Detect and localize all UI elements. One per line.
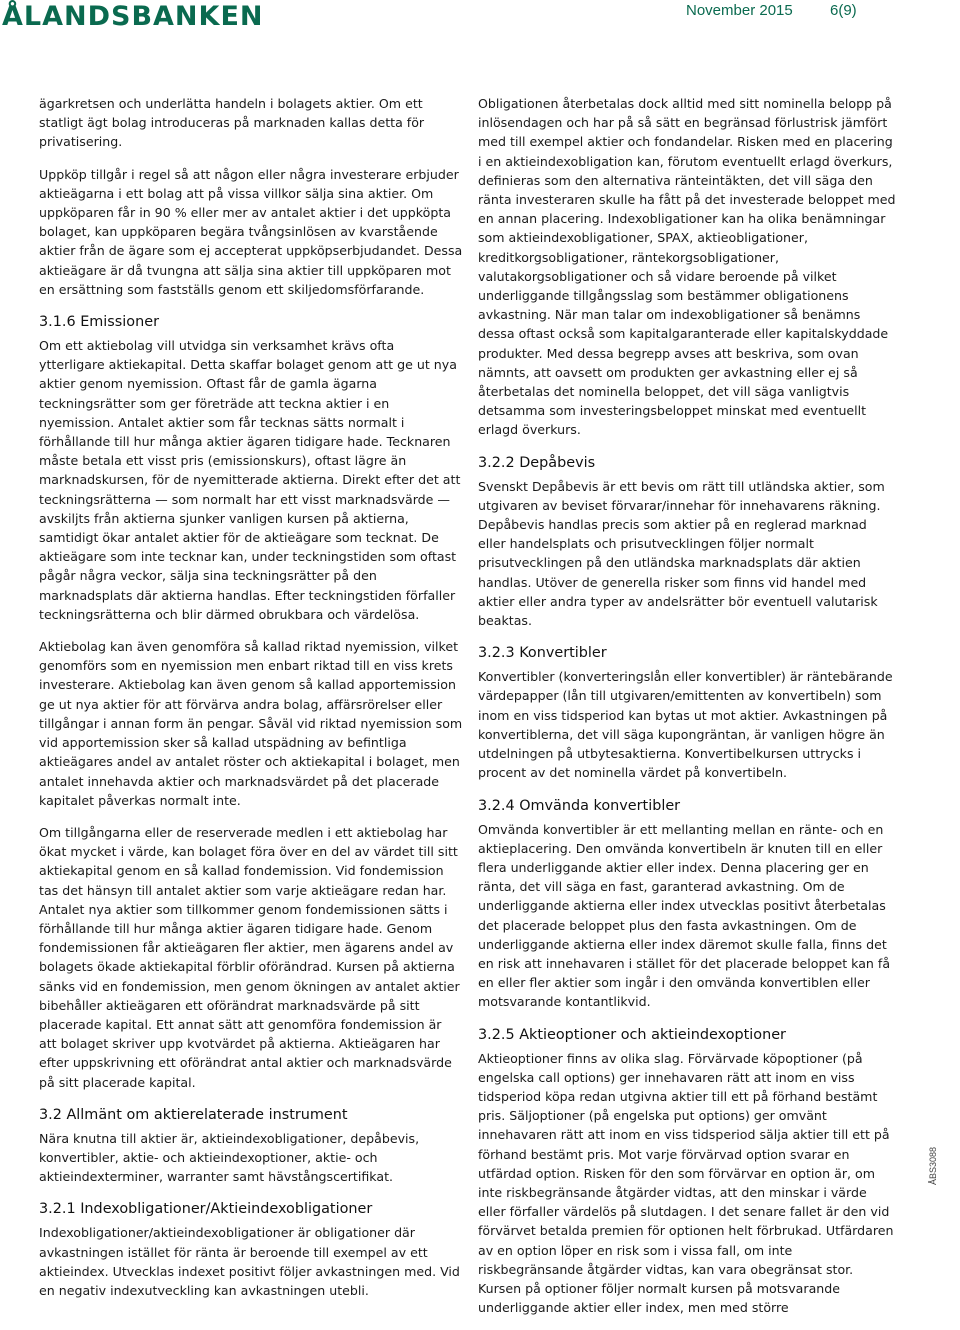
document-date: November 2015 (686, 2, 793, 19)
paragraph: Konvertibler (konverteringslån eller konvertibler) är räntebärande värdepapper (lån till utgivaren/emittenten av konvertibeln) som inom en viss tidsperiod kan bytas ut mot aktier. Avkastningen på konvertiblerna, det vill säga kupongräntan, är vanligen högre än utdelningen på utbytesaktierna. Konvertibelkursen uttrycks i procent av det nominella värdet på konvertibeln. (478, 669, 893, 781)
paragraph: Indexobligationer/aktieindexobligationer är obligationer där avkastningen istället för ränta är beroende till exempel av ett aktieindex. Utvecklas indexet positivt följer avkastningen med. Vid en negativ indexutveckling kan avkastningen utebli. (39, 1225, 460, 1298)
section-heading: 3.1.6 Emissioner (39, 314, 159, 331)
paragraph: Om tillgångarna eller de reserverade medlen i ett aktiebolag har ökat mycket i värde, kan bolaget föra över en del av värdet till sitt aktiekapital genom en så kallad fondemission. Vid fondemission tas det hänsyn till antalet aktier som varje aktieägare redan har. Antalet nya aktier som tillkommer genom fondemissionen sätts i förhållande till hur många aktier ägaren tidigare hade. Genom fondemissionen får aktieägaren fler aktier, men ägarens andel av bolagets ökade aktiekapital förblir oförändrad. Kursen på aktierna sänks vid en fondemission, men genom ökningen av antalet aktier bibehåller aktieägaren ett oförändrat marknadsvärde på sitt placerade kapital. Ett annat sätt att genomföra fondemission är att bolaget skriver upp kvotvärdet på aktierna. Aktieägaren har efter uppskrivning ett oförändrat antal aktier och marknadsvärde på sitt placerade kapital. (39, 824, 460, 1090)
paragraph: Aktieoptioner finns av olika slag. Förvärvade köpoptioner (på engelska call options) ger innehavaren rätt att inom en viss tidsperiod köpa redan utgivna aktier till ett på förhand bestämt pris. Säljoptioner (på engelska put options) ger omvänt innehavaren rätt att inom en viss tidsperiod sälja aktier till ett på förhand bestämt pris. Mot varje förvärvad option svarar en utfärdad option. Risken för den som förvärvar en option är, om inte riskbegränsande åtgärder vidtas, att den minskar i värde eller förfaller värdelös på slutdagen. I det senare fallet är den vid förvärvet betalda premien för optionen helt förbrukad. Utfärdaren av en option löper en risk som i vissa fall, om inte riskbegränsande åtgärder vidtas, kan vara obegränsat stor. Kursen på optioner följer normalt kursen på motsvarande underliggande aktier eller index, men med större (478, 1050, 894, 1316)
paragraph: Uppköp tillgår i regel så att någon eller några investerare erbjuder aktieägarna i ett bolag att på vissa villkor sälja sina aktier. Om uppköparen får in 90 % eller mer av antalet aktier i det uppköpta bolaget, kan uppköparen begära tvångsinlösen av kvarstående aktier från de ägare som ej accepterat uppköpserbjudandet. Dessa aktieägare är då tvungna att sälja sina aktier till uppköparen mot en ersättning som fastställs genom ett skiljedomsförfarande. (39, 166, 463, 297)
paragraph: ägarkretsen och underlätta handeln i bolagets aktier. Om ett statligt ägt bolag introduceras på marknaden kallas detta för privatisering. (39, 96, 425, 150)
section-heading: 3.2 Allmänt om aktierelaterade instrument (39, 1106, 348, 1123)
paragraph: Nära knutna till aktier är, aktieindexobligationer, depåbevis, konvertibler, aktie- och aktieindexoptioner, aktie- och aktieindexterminer, warranter samt hävstångscertifikat. (39, 1130, 420, 1185)
paragraph: Obligationen återbetalas dock alltid med sitt nominella belopp på inlösendagen och har på så sätt en begränsad förlustrisk jämfört med till exempel aktier och fondandelar. Risken med en placering i en aktieindexobligation kan, förutom eventuellt erlagd överkurs, definieras som den alternativa ränteintäkten, det vill säga den ränta investeraren skulle ha fått på det investerade beloppet med en annan placering. Indexobligationer kan ha olika benämningar som aktieindexobligationer, SPAX, aktieobligationer, kreditkorgsobligationer, räntekorgsobligationer, valutakorgsobligationer och så vidare beroende på vilket underliggande tillgångsslag som bestämmer obligationens avkastning. När man talar om indexobligationer så benämns dessa oftast också som kapitalgaranterade eller kapitalskyddade produkter. Med dessa begrepp avses att beskriva, som ovan nämnts, att oavsett om produkten ger avkastning eller ej så återbetalas det nominella beloppet, det vill säga vanligtvis detsamma som investeringsbeloppet minskat med eventuellt erlagd överkurs. (478, 96, 896, 438)
paragraph: Svenskt Depåbevis är ett bevis om rätt till utländska aktier, som utgivaren av beviset förvarar/innehar för innehavarens räkning. Depåbevis handlas precis som aktier på en reglerad marknad eller handelsplats och prisutvecklingen följer normalt prisutvecklingen på den utländska marknadsplats där aktien handlas. Utöver de generella risker som finns vid handel med aktier eller andra typer av andelsrätter bör eventuell valutarisk beaktas. (478, 478, 885, 629)
document-code: ÅBS3088 (928, 1146, 938, 1185)
page-number: 6(9) (830, 2, 857, 19)
right-column (478, 94, 898, 1330)
section-heading: 3.2.3 Konvertibler (478, 645, 607, 662)
alandsbanken-logo: ÅLANDSBANKEN (2, 1, 264, 32)
paragraph: Omvända konvertibler är ett mellanting mellan en ränte- och en aktieplacering. Den omvända konvertibeln är knuten till en eller flera underliggande aktier eller index. Denna placering ger en ränta, det vill säga en fast, garanterad avkastning. Om de underliggande aktierna eller index utvecklas positivt återbetalas det placerade beloppet plus den fasta avkastningen. Om de underliggande aktierna eller index däremot skulle falla, finns det en risk att innehavaren i stället för det placerade beloppet kan få en eller fler aktier som ingår i den omvända konvertiblen eller motsvarande kontantlikvid. (478, 821, 891, 1010)
section-heading: 3.2.1 Indexobligationer/Aktieindexobligationer (39, 1201, 373, 1218)
section-heading: 3.2.2 Depåbevis (478, 454, 596, 471)
paragraph: Aktiebolag kan även genomföra så kallad riktad nyemission, vilket genomförs som en nyemission men enbart riktad till en viss krets investerare. Aktiebolag kan även genom så kallad apportemission ge ut nya aktier för att förvärva andra bolag, affärsrörelser eller tillgångar i annan form än pengar. Såväl vid riktad nyemission som vid apportemission sker så kallad utspädning av befintliga aktieägares andel av antalet röster och aktiekapital i bolaget, men antalet innehavda aktier och marknadsvärdet på det placerade kapitalet påverkas normalt inte. (39, 639, 463, 808)
section-heading: 3.2.4 Omvända konvertibler (478, 797, 681, 814)
paragraph: Om ett aktiebolag vill utvidga sin verksamhet krävs ofta ytterligare aktiekapital. Detta skaffar bolaget genom att ge ut nya aktier genom nyemission. Oftast får de gamla ägarna teckningsrätter som ger företräde att teckna aktier i en nyemission. Antalet aktier som får tecknas sätts normalt i förhållande till hur många aktier ägaren tidigare hade. Tecknaren måste betala ett visst pris (emissionskurs), oftast lägre än marknadskursen, för de nyemitterade aktierna. Direkt efter det att teckningsrätterna — som normalt har ett visst marknadsvärde — avskiljts från aktierna sjunker vanligen kursen på aktierna, samtidigt ökar antalet aktier för de aktieägare som tecknat. De aktieägare som inte tecknar kan, under teckningstiden som oftast pågår några veckor, sälja sina teckningsrätter på den marknadsplats där aktierna handlas. Efter teckningstiden förfaller teckningsrätterna och blir därmed obrukbara och värdelösa. (39, 338, 461, 622)
section-heading: 3.2.5 Aktieoptioner och aktieindexoptioner (478, 1026, 786, 1043)
left-column (39, 94, 463, 1313)
